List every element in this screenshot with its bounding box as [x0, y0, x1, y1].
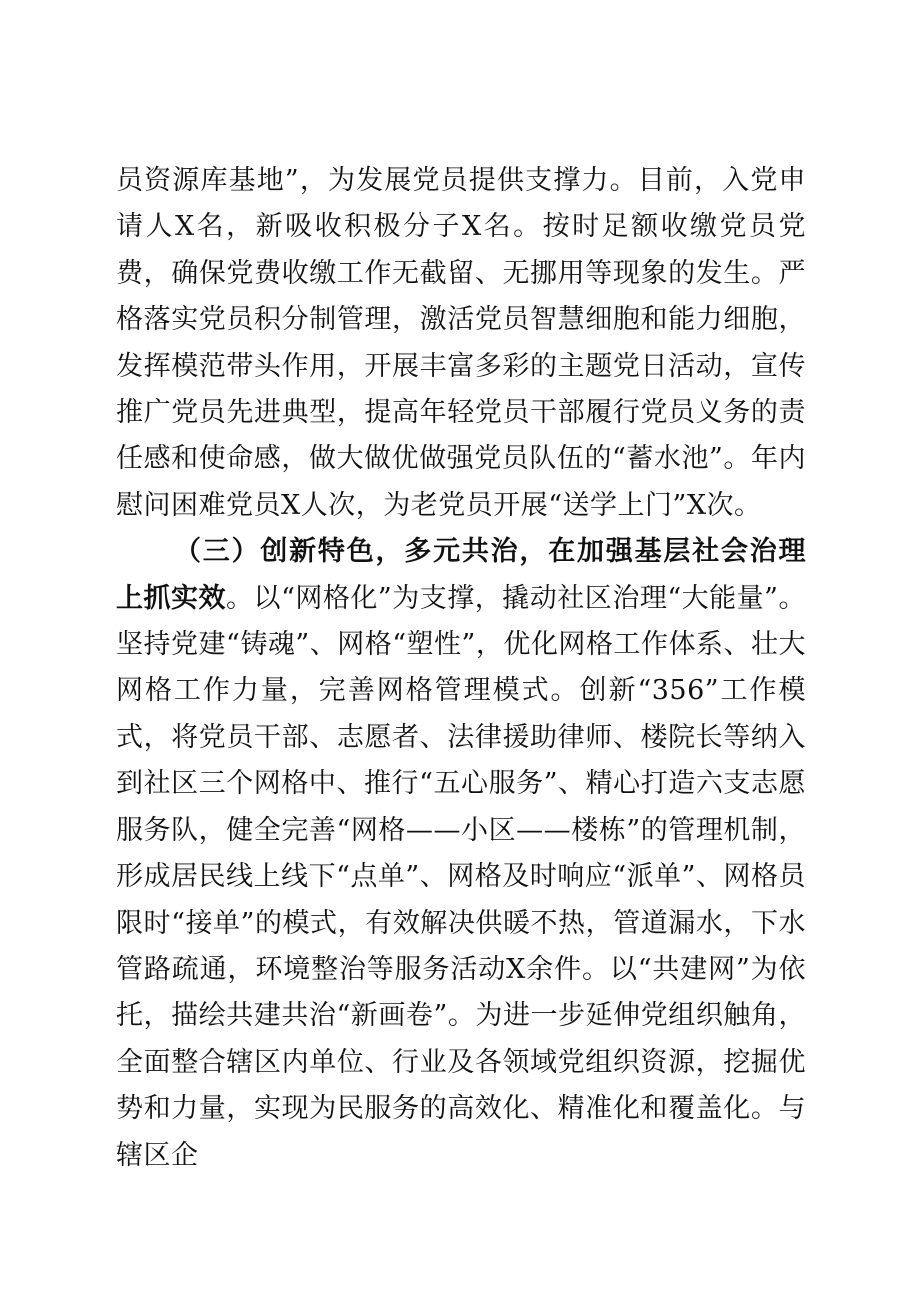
section-3-body: 。以“网格化”为支撑，撬动社区治理“大能量”。坚持党建“铸魂”、网格“塑性”，优化网格工作体系、壮大网格工作力量，完善网格管理模式。创新“356”工作模式，将党员干部、志愿者、法律援助律师、楼院长等纳入到社区三个网格中、推行“五心服务”、精心打造六支志愿服务队，健全完善“网格——小区——楼栋”的管理机制，形成居民线上线下“点单”、网格及时响应“派单”、网格员限时“接单”的模式，有效解决供暖不热，管道漏水，下水管路疏通，环境整治等服务活动X余件。以“共建网”为依托，描绘共建共治“新画卷”。为进一步延伸党组织触角，全面整合辖区内单位、行业及各领域党组织资源，挖掘优势和力量，实现为民服务的高效化、精准化和覆盖化。与辖区企: [116, 582, 806, 1171]
paragraph-section-3: [116, 529, 806, 1179]
paragraph-party-members: 员资源库基地”，为发展党员提供支撑力。目前，入党申请人X名，新吸收积极分子X名。按时足额收缴党员党费，确保党费收缴工作无截留、无挪用等现象的发生。严格落实党员积分制管理，激活党员智慧细胞和能力细胞，发挥模范带头作用，开展丰富多彩的主题党日活动，宣传推广党员先进典型，提高年轻党员干部履行党员义务的责任感和使命感，做大做优做强党员队伍的“蓄水池”。年内慰问困难党员X人次，为老党员开展“送学上门”X次。: [116, 165, 806, 521]
section-3-heading: （三）创新特色，多元共治，在加强基层社会治理上抓实效: [116, 536, 806, 614]
document-body: [116, 158, 806, 1179]
